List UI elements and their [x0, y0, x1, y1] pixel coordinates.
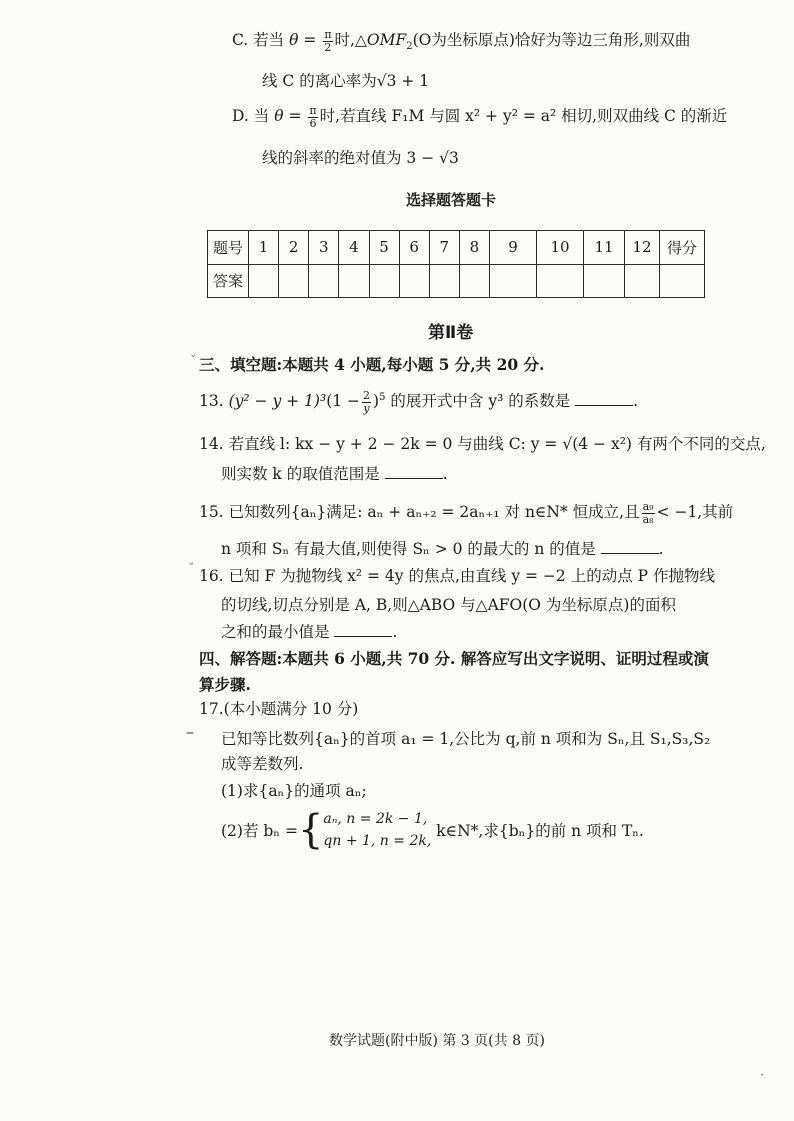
question-16-line2: 的切线,切点分别是 A, B,则△ABO 与△AFO(O 为坐标原点)的面积 [221, 596, 676, 614]
option-text: 时,△ [334, 31, 367, 49]
score-cell[interactable] [660, 264, 705, 298]
score-label-cell: 得分 [660, 231, 705, 265]
header-label-cell: 题号 [208, 231, 249, 265]
number-cell: 9 [490, 231, 537, 265]
option-c-line1 [232, 28, 690, 54]
answer-cell[interactable] [339, 264, 369, 298]
fraction-numerator: π [309, 103, 317, 117]
option-letter: D. [232, 107, 249, 125]
fraction [323, 29, 332, 54]
question-text: 若直线 l: kx − y + 2 − 2k = 0 与曲线 C: y = √(4 − x²) 有两个不同的交点, [228, 435, 766, 453]
answer-blank[interactable] [575, 391, 633, 406]
section4-heading-line1: 四、解答题:本题共 6 小题,共 70 分. 解答应写出文字说明、证明过程或演 [199, 649, 709, 668]
answer-cell[interactable] [399, 264, 429, 298]
question-text: (2)若 bₙ = [221, 822, 298, 840]
question-text: 的展开式中含 y³ 的系数是 [390, 392, 571, 410]
fraction-denominator: y [363, 401, 370, 415]
answer-cell[interactable] [369, 264, 399, 298]
number-cell: 11 [584, 231, 625, 265]
fraction [308, 105, 317, 130]
piecewise-cases [323, 808, 431, 852]
option-text: 当 [253, 107, 270, 125]
question-13 [199, 389, 638, 415]
question-15-line2 [221, 537, 664, 559]
answer-cell[interactable] [429, 264, 459, 298]
question-text: 则实数 k 的取值范围是 [221, 465, 380, 483]
fraction [642, 501, 655, 526]
question-text: 已知 F 为抛物线 x² = 4y 的焦点,由直线 y = −2 上的动点 P 作抛物线 [228, 567, 715, 585]
question-end: . [658, 540, 664, 558]
math-exponent: 5 [379, 391, 386, 403]
margin-mark: ˘ [188, 562, 195, 577]
fraction-denominator: a₈ [642, 512, 654, 526]
number-cell: 3 [309, 231, 339, 265]
section3-heading: 三、填空题:本题共 4 小题,每小题 5 分,共 20 分. [199, 355, 545, 374]
question-number: 15. [199, 503, 224, 521]
math-theta: θ = [289, 31, 317, 49]
answer-blank[interactable] [601, 539, 659, 554]
option-text: 若当 [253, 31, 285, 49]
margin-mark: – [186, 722, 194, 741]
answer-card-header-row [208, 231, 705, 265]
math-expression: ) [373, 392, 380, 410]
number-cell: 5 [369, 231, 399, 265]
question-17-line2: 成等差数列. [221, 755, 304, 773]
question-number: 14. [199, 435, 224, 453]
number-cell: 1 [249, 231, 279, 265]
answer-card-answer-row [208, 264, 705, 298]
number-cell: 4 [339, 231, 369, 265]
question-end: . [633, 392, 639, 410]
question-number: 16. [199, 567, 224, 585]
question-16-line3 [221, 620, 397, 642]
answer-cell[interactable] [537, 264, 584, 298]
option-text: 时,若直线 F₁M 与圆 x² + y² = a² 相切,则双曲线 C 的渐近 [319, 107, 728, 125]
section4-heading-line2: 算步骤. [199, 675, 251, 694]
answer-cell[interactable] [309, 264, 339, 298]
question-17-line1: 已知等比数列{aₙ}的首项 a₁ = 1,公比为 q,前 n 项和为 Sₙ,且 S₁,S₃,S₂ [221, 730, 711, 748]
answer-card-title: 选择题答题卡 [406, 191, 497, 209]
question-end: . [392, 623, 398, 641]
number-cell: 2 [279, 231, 309, 265]
number-cell: 6 [399, 231, 429, 265]
number-cell: 7 [429, 231, 459, 265]
fraction-numerator: a₉ [642, 499, 654, 513]
option-text: (O为坐标原点)恰好为等边三角形,则双曲 [412, 31, 691, 49]
part2-title: 第Ⅱ卷 [428, 323, 474, 343]
answer-cell[interactable] [490, 264, 537, 298]
question-number: 13. [199, 392, 224, 410]
page-footer: 数学试题(附中版) 第 3 页(共 8 页) [329, 1033, 545, 1049]
option-d-line1 [232, 104, 727, 130]
question-16-line1 [199, 564, 715, 586]
piecewise-case: qn + 1, n = 2k, [323, 833, 432, 849]
math-expression: (y² − y + 1)³ [228, 392, 327, 410]
fraction [362, 390, 371, 415]
option-letter: C. [232, 31, 249, 49]
number-cell: 10 [537, 231, 584, 265]
margin-mark: ˇ [190, 354, 197, 369]
question-text: k∈N*,求{bₙ}的前 n 项和 Tₙ. [436, 822, 644, 840]
fraction-denominator: 2 [324, 40, 332, 54]
question-14-line2 [221, 462, 448, 484]
question-17-part1: (1)求{aₙ}的通项 aₙ; [221, 782, 367, 800]
answer-cell[interactable] [249, 264, 279, 298]
question-text: n 项和 Sₙ 有最大值,则使得 Sₙ > 0 的最大的 n 的值是 [221, 540, 596, 558]
fraction-numerator: π [324, 27, 332, 41]
fraction-denominator: 6 [309, 116, 317, 130]
question-17-head: 17.(本小题满分 10 分) [199, 700, 359, 718]
number-cell: 12 [625, 231, 660, 265]
answer-cell[interactable] [459, 264, 489, 298]
answer-cell[interactable] [625, 264, 660, 298]
answer-label-cell: 答案 [208, 264, 249, 298]
option-d-line2: 线的斜率的绝对值为 3 − √3 [262, 149, 459, 167]
corner-mark: · [760, 1068, 765, 1083]
piecewise-case: aₙ, n = 2k − 1, [323, 811, 428, 827]
left-brace: { [297, 807, 324, 853]
answer-cell[interactable] [584, 264, 625, 298]
math-theta: θ = [274, 107, 302, 125]
math-omf: OMF [366, 31, 407, 49]
question-end: . [442, 465, 448, 483]
math-subscript: 2 [406, 41, 413, 53]
answer-cell[interactable] [279, 264, 309, 298]
fraction-numerator: 2 [363, 388, 371, 402]
option-c-line2: 线 C 的离心率为√3 + 1 [262, 72, 430, 90]
math-expression: (1 − [326, 392, 361, 410]
answer-blank[interactable] [385, 464, 443, 479]
question-17-part2 [221, 808, 644, 852]
number-cell: 8 [459, 231, 489, 265]
question-15-line1 [199, 500, 733, 526]
question-14-line1 [199, 432, 766, 454]
question-text: 之和的最小值是 [221, 623, 330, 641]
question-text: < −1,其前 [656, 503, 734, 521]
answer-card-table [207, 230, 705, 298]
answer-blank[interactable] [334, 622, 392, 637]
question-text: 已知数列{aₙ}满足: aₙ + aₙ₊₂ = 2aₙ₊₁ 对 n∈N* 恒成立,且 [228, 503, 640, 521]
